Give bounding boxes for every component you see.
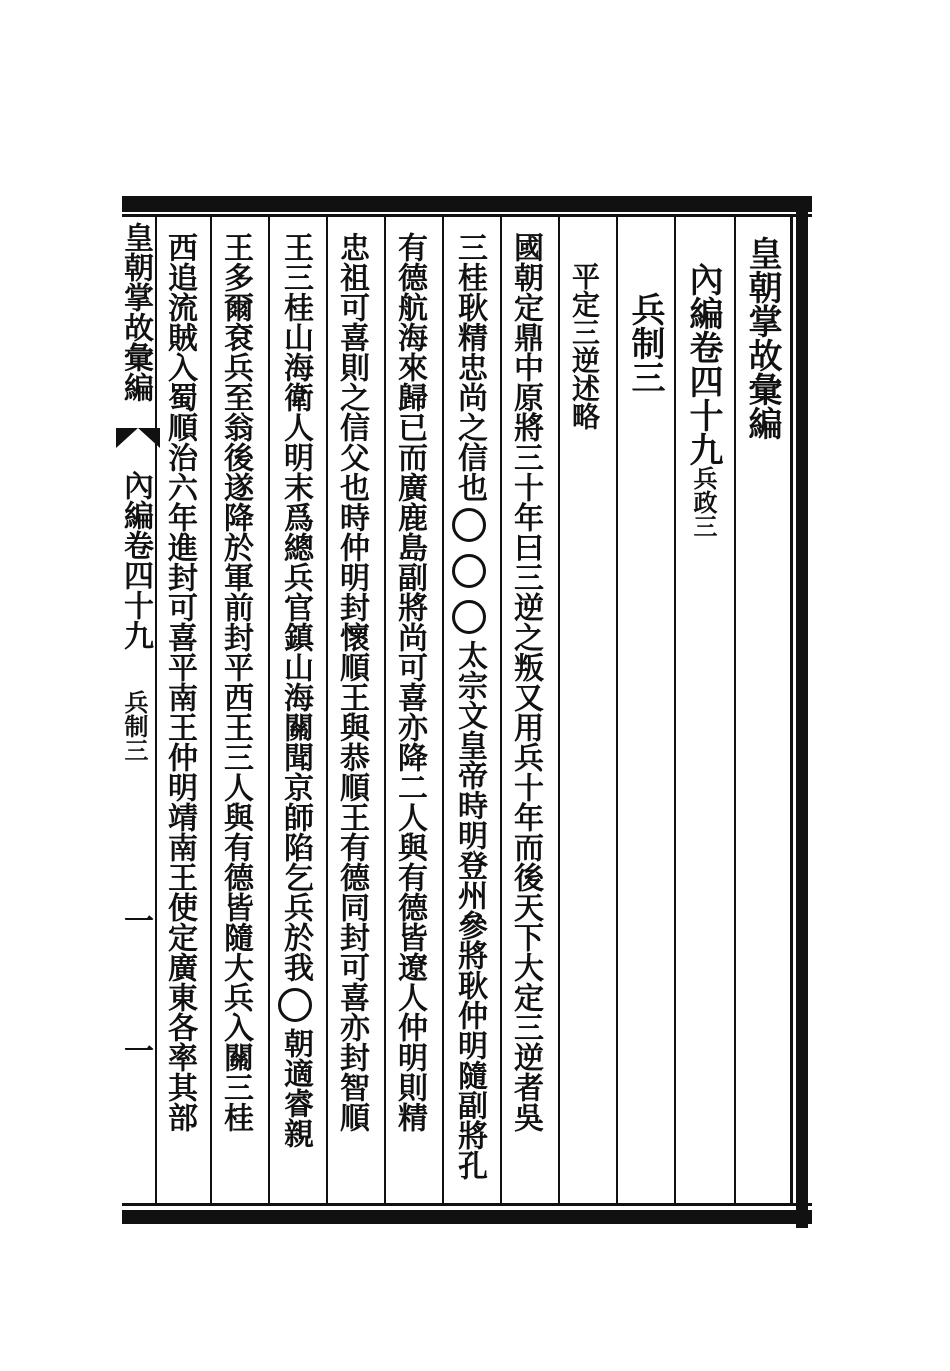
- body-column-1: 國朝定鼎中原將三十年曰三逆之叛又用兵十年而後天下大定三逆者吳: [508, 232, 543, 1132]
- column-rule: [326, 217, 328, 1203]
- column-rule: [155, 217, 157, 1203]
- column-rule: [268, 217, 270, 1203]
- volume-label: 內編卷四十九: [683, 262, 723, 466]
- margin-section: 兵制三: [120, 690, 149, 762]
- column-rule: [616, 217, 618, 1203]
- column-rule: [674, 217, 676, 1203]
- column-rule: [442, 217, 444, 1203]
- column-rule: [734, 217, 736, 1203]
- body-column-7: 西追流賊入蜀順治六年進封可喜平南王仲明靖南王使定廣東各率其部: [162, 232, 197, 1132]
- book-title: 皇朝掌故彙編: [742, 236, 782, 440]
- body-column-5: [278, 232, 312, 1148]
- body-text: 朝適睿親: [278, 1028, 313, 1148]
- honorific-circle-mark: [278, 988, 312, 1022]
- frame-right-border: [796, 200, 808, 1228]
- page-number: 一一: [118, 905, 153, 1165]
- honorific-circle-mark: [452, 600, 486, 634]
- body-text: 三桂耿精忠尚之信也: [452, 232, 487, 502]
- frame-right-inner-border: [790, 214, 793, 1206]
- frame-bottom-border: [122, 1210, 812, 1224]
- chapter-title: 兵制三: [625, 292, 665, 394]
- body-column-4: 忠祖可喜則之信父也時仲明封懷順王與恭順王有德同封可喜亦封智順: [334, 232, 369, 1132]
- body-column-2: [452, 232, 486, 1180]
- column-rule: [500, 217, 502, 1203]
- column-rule: [384, 217, 386, 1203]
- fishtail-mark: [116, 428, 160, 448]
- column-rule: [558, 217, 560, 1203]
- column-rule: [210, 217, 212, 1203]
- margin-title: 皇朝掌故彙編: [118, 222, 153, 402]
- body-text: 王三桂山海衛人明末爲總兵官鎮山海關聞京師陷乞兵於我: [278, 232, 313, 982]
- frame-bottom-inner-border: [122, 1203, 812, 1206]
- honorific-circle-mark: [452, 554, 486, 588]
- body-column-3: 有德航海來歸已而廣鹿島副將尚可喜亦降二人與有德皆遼人仲明則精: [392, 232, 427, 1132]
- frame-top-inner-border: [122, 214, 812, 217]
- volume-section: 兵政三: [689, 466, 718, 538]
- honorific-circle-mark: [452, 508, 486, 542]
- body-column-6: 王多爾袞兵至翁後遂降於軍前封平西王三人與有德皆隨大兵入關三桂: [218, 232, 253, 1132]
- body-text: 太宗文皇帝時明登州參將耿仲明隨副將孔: [452, 640, 487, 1180]
- margin-volume: 內編卷四十九: [118, 470, 153, 650]
- chapter-subtitle: 平定三逆述略: [568, 262, 601, 430]
- volume-header: [683, 262, 723, 538]
- frame-top-border: [122, 196, 812, 212]
